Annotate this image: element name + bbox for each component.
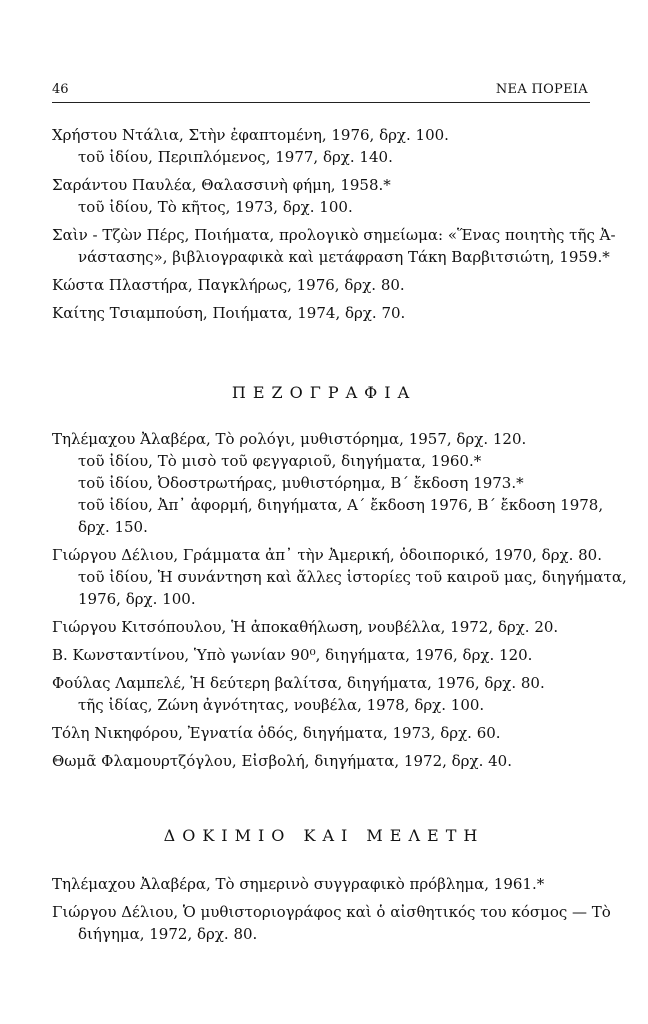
page-number: 46 xyxy=(52,82,69,97)
catalog-entry: Γιώργου Δέλιου, Γράμματα ἀπ᾽ τὴν Ἀμερική, ὁδοιπορικό, 1970, δρχ. 80. xyxy=(52,546,602,564)
catalog-subentry: τοῦ ἰδίου, Τὸ κῆτος, 1973, δρχ. 100. xyxy=(78,198,353,216)
catalog-subentry: διήγημα, 1972, δρχ. 80. xyxy=(78,925,258,943)
catalog-entry: Τηλέμαχου Ἀλαβέρα, Τὸ σημερινὸ συγγραφικὸ πρόβλημα, 1961.* xyxy=(52,875,545,893)
catalog-entry: Γιώργου Δέλιου, Ὁ μυθιστοριογράφος καὶ ὁ αἰσθητικός του κόσμος — Τὸ xyxy=(52,903,611,921)
catalog-subentry: τοῦ ἰδίου, Περιπλόμενος, 1977, δρχ. 140. xyxy=(78,148,393,166)
catalog-entry: Σαὶν - Τζὼν Πέρς, Ποιήματα, προλογικὸ σημείωμα: «Ἕνας ποιητὴς τῆς Ἀ- xyxy=(52,226,616,244)
catalog-subentry: τοῦ ἰδίου, Τὸ μισὸ τοῦ φεγγαριοῦ, διηγήματα, 1960.* xyxy=(78,452,482,470)
page-header xyxy=(52,82,590,103)
catalog-subentry: τοῦ ἰδίου, Ἀπ᾽ ἀφορμή, διηγήματα, Α΄ ἔκδοση 1976, Β΄ ἔκδοση 1978, xyxy=(78,496,604,514)
catalog-subentry: δρχ. 150. xyxy=(78,518,148,536)
catalog-entry: Καίτης Τσιαμπούση, Ποιήματα, 1974, δρχ. 70. xyxy=(52,304,406,322)
catalog-subentry: τοῦ ἰδίου, Ὀδοστρωτήρας, μυθιστόρημα, Β΄ ἔκδοση 1973.* xyxy=(78,474,524,492)
catalog-entry: Κώστα Πλαστήρα, Παγκλήρως, 1976, δρχ. 80. xyxy=(52,276,405,294)
catalog-entry: Χρήστου Ντάλια, Στὴν ἐφαπτομένη, 1976, δρχ. 100. xyxy=(52,126,449,144)
catalog-subentry: τοῦ ἰδίου, Ἡ συνάντηση καὶ ἄλλες ἱστορίες τοῦ καιροῦ μας, διηγήματα, xyxy=(78,568,627,586)
catalog-entry: Σαράντου Παυλέα, Θαλασσινὴ φήμη, 1958.* xyxy=(52,176,391,194)
catalog-entry: Τόλη Νικηφόρου, Ἐγνατία ὁδός, διηγήματα, 1973, δρχ. 60. xyxy=(52,724,501,742)
catalog-entry: Τηλέμαχου Ἀλαβέρα, Τὸ ρολόγι, μυθιστόρημα, 1957, δρχ. 120. xyxy=(52,430,527,448)
running-title: ΝΕΑ ΠΟΡΕΙΑ xyxy=(495,82,588,97)
essay-heading: ΔΟΚΙΜΙΟ ΚΑΙ ΜΕΛΕΤΗ xyxy=(163,826,485,845)
catalog-subentry: τῆς ἰδίας, Ζώνη ἀγνότητας, νουβέλα, 1978, δρχ. 100. xyxy=(78,696,485,714)
catalog-entry: Φούλας Λαμπελέ, Ἡ δεύτερη βαλίτσα, διηγήματα, 1976, δρχ. 80. xyxy=(52,674,545,692)
essay-list xyxy=(52,873,611,945)
catalog-subentry: 1976, δρχ. 100. xyxy=(78,590,196,608)
catalog-entry: Θωμᾶ Φλαμουρτζόγλου, Εἰσβολή, διηγήματα, 1972, δρχ. 40. xyxy=(52,752,512,770)
prose-list xyxy=(52,428,627,772)
catalog-subentry: νάστασης», βιβλιογραφικὰ καὶ μετάφραση Τάκη Βαρβιτσιώτη, 1959.* xyxy=(78,248,610,266)
catalog-entry: Β. Κωνσταντίνου, Ὑπὸ γωνίαν 90⁰, διηγήματα, 1976, δρχ. 120. xyxy=(52,646,533,664)
poetry-list xyxy=(52,124,616,324)
catalog-entry: Γιώργου Κιτσόπουλου, Ἡ ἀποκαθήλωση, νουβέλλα, 1972, δρχ. 20. xyxy=(52,618,559,636)
prose-heading: ΠΕΖΟΓΡΑΦΙΑ xyxy=(231,383,417,402)
